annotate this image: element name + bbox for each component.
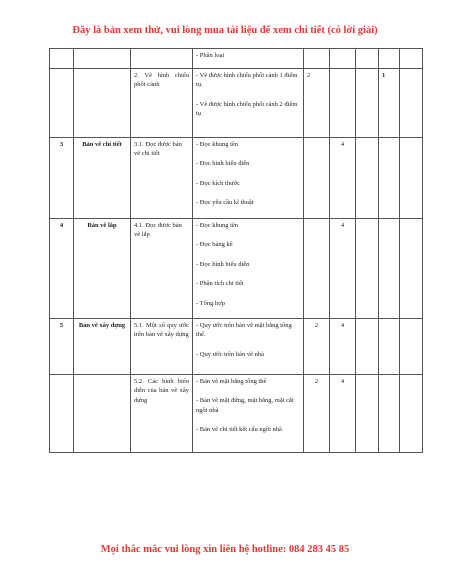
- count-cell: 2: [304, 69, 330, 138]
- count-cell: 2: [304, 375, 330, 453]
- requirement-item: - Vẽ được hình chiếu phối cảnh 2 điểm tụ: [196, 100, 298, 118]
- count-cell: 4: [330, 319, 356, 375]
- table-row: [50, 375, 423, 453]
- requirement-item: - Phân loại: [196, 52, 225, 59]
- table-row: [50, 319, 423, 375]
- chapter-cell: Bản vẽ lắp: [74, 219, 131, 319]
- requirement-cell: [193, 319, 304, 375]
- stt-cell: 3: [50, 138, 74, 219]
- requirement-item: - Đọc yêu cầu kĩ thuật: [196, 199, 254, 207]
- chapter-cell: Bản vẽ chi tiết: [74, 138, 131, 219]
- requirement-item: - Quy ước trên bản vẽ nhà: [196, 350, 264, 358]
- topic-cell: 5.1. Một số quy ước trên bản vẽ xây dựng: [131, 319, 193, 375]
- topic-cell: 4.1. Đọc được bản vẽ lắp: [131, 219, 193, 319]
- topic-cell: 2. Vẽ hình chiếu phối cảnh: [131, 69, 193, 138]
- requirement-item: - Đọc hình biểu diễn: [196, 160, 250, 168]
- topic-cell: 5.2. Các hình biểu diễn của bản vẽ xây dựng: [131, 375, 193, 453]
- requirement-item: - Bản vẽ mặt bằng tổng thể: [196, 378, 267, 385]
- preview-notice-banner: Đây là bản xem thử, vui lòng mua tài liệu để xem chi tiết (có lời giải): [72, 25, 378, 36]
- requirement-item: - Phân tích chi tiết: [196, 280, 244, 288]
- count-cell: 1: [379, 69, 400, 138]
- table-row: [50, 49, 423, 69]
- stt-cell: 5: [50, 319, 74, 375]
- chapter-cell: Bản vẽ xây dựng: [74, 319, 131, 375]
- content-matrix-table: [49, 48, 423, 453]
- requirement-cell: [193, 219, 304, 319]
- table-row: [50, 69, 423, 138]
- hotline-banner: Mọi thắc mắc vui lòng xin liên hệ hotline: 084 283 45 85: [100, 544, 350, 555]
- requirement-cell: [193, 69, 304, 138]
- requirement-item: - Tổng hợp: [196, 299, 225, 307]
- topic-cell: 3.1. Đọc được bản vẽ chi tiết: [131, 138, 193, 219]
- requirement-item: - Đọc bảng kê: [196, 241, 233, 249]
- requirement-item: - Đọc khung tên: [196, 141, 239, 148]
- requirement-item: - Đọc hình biểu diễn: [196, 260, 250, 268]
- count-cell: 2: [304, 319, 330, 375]
- requirement-cell: [193, 49, 304, 69]
- count-cell: 4: [330, 219, 356, 319]
- requirement-cell: [193, 375, 304, 453]
- requirement-item: - Bản vẽ mặt đứng, mặt bằng, mặt cắt ngôi nhà: [196, 397, 294, 414]
- requirement-item: - Đọc khung tên: [196, 222, 239, 229]
- stt-cell: 4: [50, 219, 74, 319]
- requirement-item: - Đọc kích thước: [196, 179, 240, 187]
- requirement-item: - Vẽ được hình chiếu phối cảnh 1 điểm tụ.: [196, 72, 298, 89]
- requirement-item: - Quy ước trên bản vẽ mặt bằng tổng thể.: [196, 322, 292, 339]
- requirement-item: - Bản vẽ chi tiết kết cấu ngôi nhà: [196, 426, 282, 434]
- table-row: [50, 138, 423, 219]
- count-cell: 4: [330, 375, 356, 453]
- table-row: [50, 219, 423, 319]
- requirement-cell: [193, 138, 304, 219]
- count-cell: 4: [330, 138, 356, 219]
